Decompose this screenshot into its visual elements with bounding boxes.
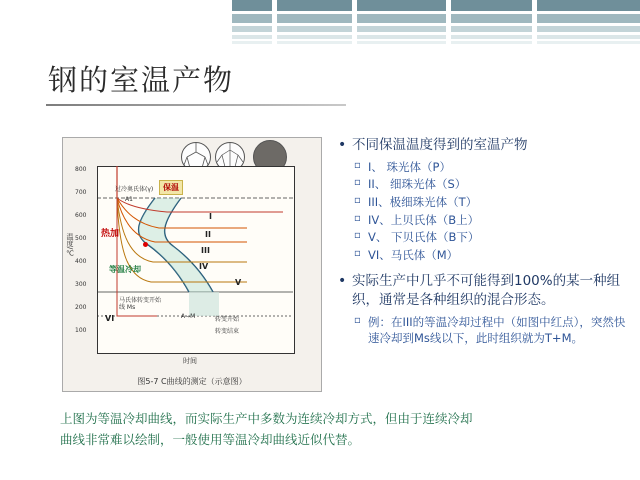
bullet-sub-1-4: ▫ IV、上贝氏体（B上） bbox=[336, 212, 632, 229]
footer-line-1: 上图为等温冷却曲线，而实际生产中多数为连续冷却方式，但由于连续冷却 bbox=[60, 411, 473, 426]
ttt-curves bbox=[97, 166, 293, 352]
footer-line-2: 曲线非常难以绘制，一般使用等温冷却曲线近似代替。 bbox=[60, 432, 361, 448]
header-notch-1 bbox=[272, 0, 277, 58]
legend-end: 转变结束 bbox=[215, 328, 240, 335]
bullet-sub-1-2: ▫ II、 细珠光体（S） bbox=[336, 176, 632, 193]
bullet-primary-1: • 不同保温温度得到的室温产物 bbox=[336, 136, 632, 156]
red-point-marker bbox=[143, 242, 148, 247]
region-label-II: II bbox=[205, 230, 211, 239]
header-bar-9 bbox=[232, 41, 640, 44]
bullet-primary-2: • 实际生产中几乎不可能得到100%的某一种组织，通常是各种组织的混合形态。 bbox=[336, 272, 632, 311]
legend-start: 转变开始 bbox=[215, 316, 240, 323]
x-axis-label: 时间 bbox=[183, 357, 197, 365]
y-tick-500: 500 bbox=[75, 235, 87, 242]
content-spacer bbox=[336, 265, 632, 272]
page-title: 钢的室温产物 bbox=[48, 63, 235, 97]
y-tick-600: 600 bbox=[75, 212, 87, 219]
header-decoration bbox=[232, 0, 640, 58]
y-tick-400: 400 bbox=[75, 258, 87, 265]
region-label-VI: VI bbox=[105, 314, 115, 323]
footer-note bbox=[60, 408, 590, 451]
bullet-sub-1-5: ▫ V、 下贝氏体（B下） bbox=[336, 229, 632, 246]
rejia-label: 热加 bbox=[101, 229, 120, 239]
y-tick-300: 300 bbox=[75, 281, 87, 288]
header-bar-3 bbox=[232, 14, 640, 23]
header-notch-3 bbox=[446, 0, 451, 58]
header-notch-2 bbox=[352, 0, 357, 58]
region-label-V: V bbox=[235, 278, 242, 287]
bullet-sub-1-3: ▫ III、极细珠光体（T） bbox=[336, 194, 632, 211]
y-axis-label: 温度/℃ bbox=[66, 233, 74, 258]
ttt-diagram-figure bbox=[62, 137, 322, 392]
a1-label: A1 bbox=[125, 196, 133, 203]
content-body bbox=[336, 136, 632, 348]
bullet-sub-1-1: ▫ I、 珠光体（P） bbox=[336, 159, 632, 176]
region-label-I: I bbox=[209, 212, 212, 221]
y-tick-100: 100 bbox=[75, 327, 87, 334]
y-tick-800: 800 bbox=[75, 166, 87, 173]
ms-line-label: 马氏体转变开始线 Ms bbox=[119, 297, 162, 311]
bullet-sub-1-6: ▫ VI、马氏体（M） bbox=[336, 247, 632, 264]
dengwen-label: 等温冷却 bbox=[109, 265, 141, 274]
bullet-sub-2-1: ▫ 例：在III的等温冷却过程中（如图中红点），突然快速冷却到Ms线以下，此时组织就为T+M。 bbox=[336, 314, 632, 347]
header-bar-1 bbox=[232, 0, 640, 11]
title-divider bbox=[46, 104, 346, 106]
figure-caption: 图5-7 C曲线的测定（示意图） bbox=[137, 377, 247, 386]
am-label: A→M bbox=[181, 313, 196, 320]
region-label-IV: IV bbox=[199, 262, 209, 271]
baowen-label: 保温 bbox=[159, 180, 183, 195]
y-tick-700: 700 bbox=[75, 189, 87, 196]
y-tick-200: 200 bbox=[75, 304, 87, 311]
austenite-label: 过冷奥氏体(γ) bbox=[115, 186, 154, 193]
header-notch-4 bbox=[532, 0, 537, 58]
region-label-III: III bbox=[201, 246, 210, 255]
